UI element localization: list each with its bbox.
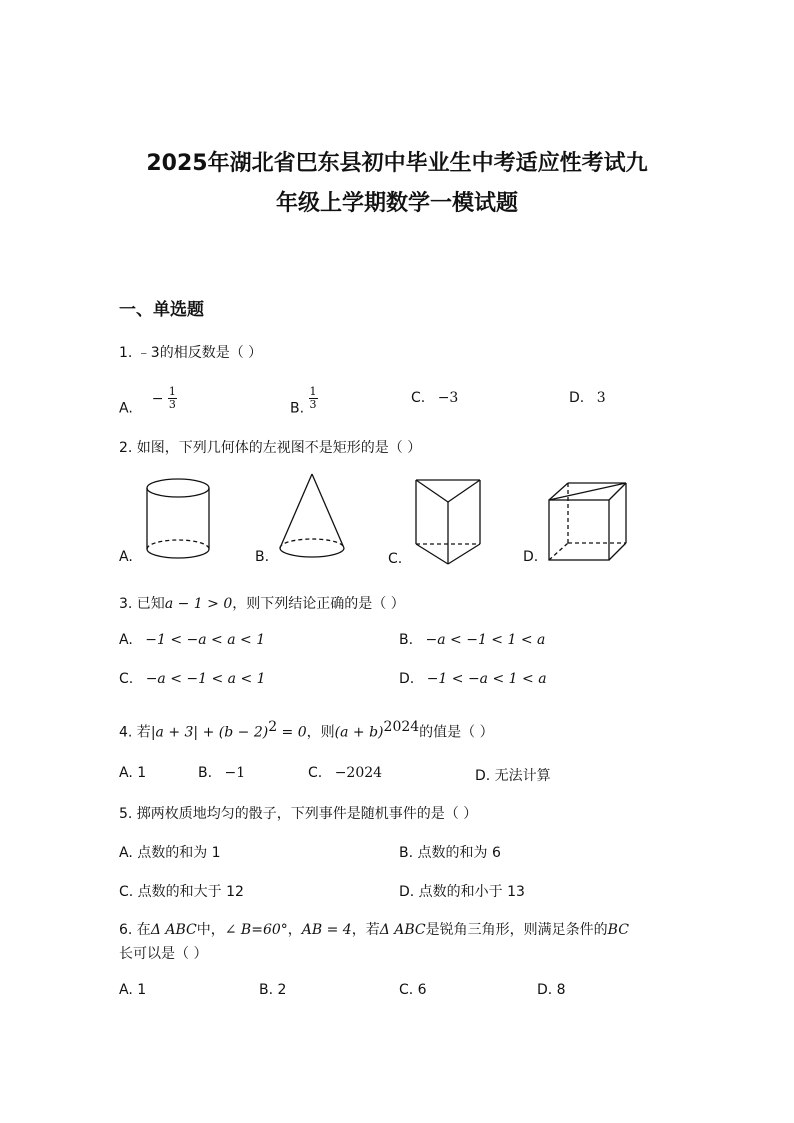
q3-d-math: −1 < −a < 1 < a — [426, 671, 547, 687]
q4-b-math: −1 — [224, 765, 246, 781]
q4-option-a: A. 1 — [119, 765, 147, 781]
q6-stem-s3: ，若 — [351, 922, 380, 938]
q6-angle: ∠ B=60° — [224, 922, 288, 938]
q3-c-label: C. — [119, 671, 134, 687]
q1-b-label: B. — [290, 400, 305, 417]
q1-b-numerator: 1 — [309, 385, 317, 398]
q3-option-a — [119, 632, 265, 648]
q4-stem-math-3: (a + b) — [334, 724, 384, 741]
q6-option-a: A. 1 — [119, 982, 147, 998]
q1-stem: 1. ﹣3的相反数是（ ） — [119, 345, 263, 361]
q6-stem-line-1 — [119, 919, 629, 939]
q6-stem-s2: ， — [287, 922, 302, 938]
q6-stem-s1: 中， — [196, 922, 225, 938]
q1-option-c — [411, 390, 458, 406]
q3-stem-pre: 3. 已知 — [119, 596, 165, 612]
q1-d-value: 3 — [596, 390, 606, 406]
q4-stem-exp-2: 2024 — [383, 719, 420, 735]
q6-bc: BC — [607, 922, 629, 938]
q4-stem-post: 的值是（ ） — [419, 724, 494, 741]
q6-ab: AB = 4 — [301, 922, 352, 938]
q5-option-d: D. 点数的和小于 13 — [399, 884, 525, 900]
q3-option-d — [399, 671, 547, 687]
q6-option-b: B. 2 — [259, 982, 287, 998]
q4-c-math: −2024 — [334, 765, 383, 781]
q1-option-d — [569, 390, 606, 406]
q3-d-label: D. — [399, 671, 415, 687]
title-line-1: 2025年湖北省巴东县初中毕业生中考适应性考试九 — [146, 151, 648, 176]
q4-option-d: D. 无法计算 — [475, 768, 551, 784]
triangular-prism-figure — [410, 476, 485, 568]
q6-triangle-1: Δ ABC — [150, 922, 197, 938]
q3-option-b — [399, 632, 545, 648]
q3-option-c — [119, 671, 266, 687]
q4-c-label: C. — [308, 765, 323, 781]
q3-b-math: −a < −1 < 1 < a — [425, 632, 546, 648]
q1-a-denominator: 3 — [168, 398, 176, 411]
q6-option-d: D. 8 — [537, 982, 566, 998]
q1-a-sign: − — [151, 390, 164, 407]
title-line-2: 年级上学期数学一模试题 — [275, 191, 518, 216]
q2-option-c-label: C. — [388, 551, 403, 567]
q1-option-b — [290, 385, 318, 421]
q3-stem — [119, 593, 405, 613]
q1-b-fraction — [309, 386, 318, 411]
q1-a-numerator: 1 — [168, 385, 176, 398]
q3-stem-post: ，则下列结论正确的是（ ） — [232, 596, 405, 612]
q6-stem-pre: 6. 在 — [119, 922, 151, 938]
q4-stem-math-2: = 0 — [277, 724, 307, 741]
q1-a-fraction — [168, 386, 177, 411]
q4-stem — [119, 719, 494, 742]
cube-figure — [544, 478, 632, 566]
q2-option-a-label: A. — [119, 549, 133, 565]
q4-option-b — [198, 765, 245, 781]
cylinder-figure — [140, 475, 218, 565]
q1-b-denominator: 3 — [309, 398, 317, 411]
q2-option-d-label: D. — [523, 549, 539, 565]
q1-a-label: A. — [119, 400, 133, 417]
q3-b-label: B. — [399, 632, 414, 648]
q6-option-c: C. 6 — [399, 982, 427, 998]
q5-option-a: A. 点数的和为 1 — [119, 845, 221, 861]
q1-d-label: D. — [569, 390, 585, 406]
q4-stem-math-1: |a + 3| + (b − 2) — [150, 724, 269, 741]
q6-stem-s4: 是锐角三角形，则满足条件的 — [425, 922, 608, 938]
q1-option-a — [119, 385, 177, 421]
q3-stem-math: a − 1 > 0 — [164, 596, 233, 612]
q4-b-label: B. — [198, 765, 213, 781]
q4-stem-exp-1: 2 — [268, 719, 278, 735]
cone-figure — [275, 470, 350, 562]
q2-option-b-label: B. — [255, 549, 270, 565]
q6-stem-line-2: 长可以是（ ） — [119, 946, 208, 962]
q3-c-math: −a < −1 < a < 1 — [145, 671, 266, 687]
q4-stem-mid: ，则 — [306, 724, 335, 741]
q2-stem: 2. 如图，下列几何体的左视图不是矩形的是（ ） — [119, 440, 422, 456]
q5-stem: 5. 掷两枚质地均匀的骰子，下列事件是随机事件的是（ ） — [119, 806, 478, 822]
q3-a-math: −1 < −a < a < 1 — [145, 632, 266, 648]
q5-option-b: B. 点数的和为 6 — [399, 845, 501, 861]
q3-a-label: A. — [119, 632, 133, 648]
section-heading: 一、单选题 — [119, 300, 204, 320]
q1-c-label: C. — [411, 390, 426, 406]
q6-triangle-2: Δ ABC — [379, 922, 426, 938]
q1-c-value: −3 — [437, 390, 459, 406]
q5-option-c: C. 点数的和大于 12 — [119, 884, 244, 900]
q4-stem-pre: 4. 若 — [119, 724, 151, 741]
q4-option-c — [308, 765, 382, 781]
